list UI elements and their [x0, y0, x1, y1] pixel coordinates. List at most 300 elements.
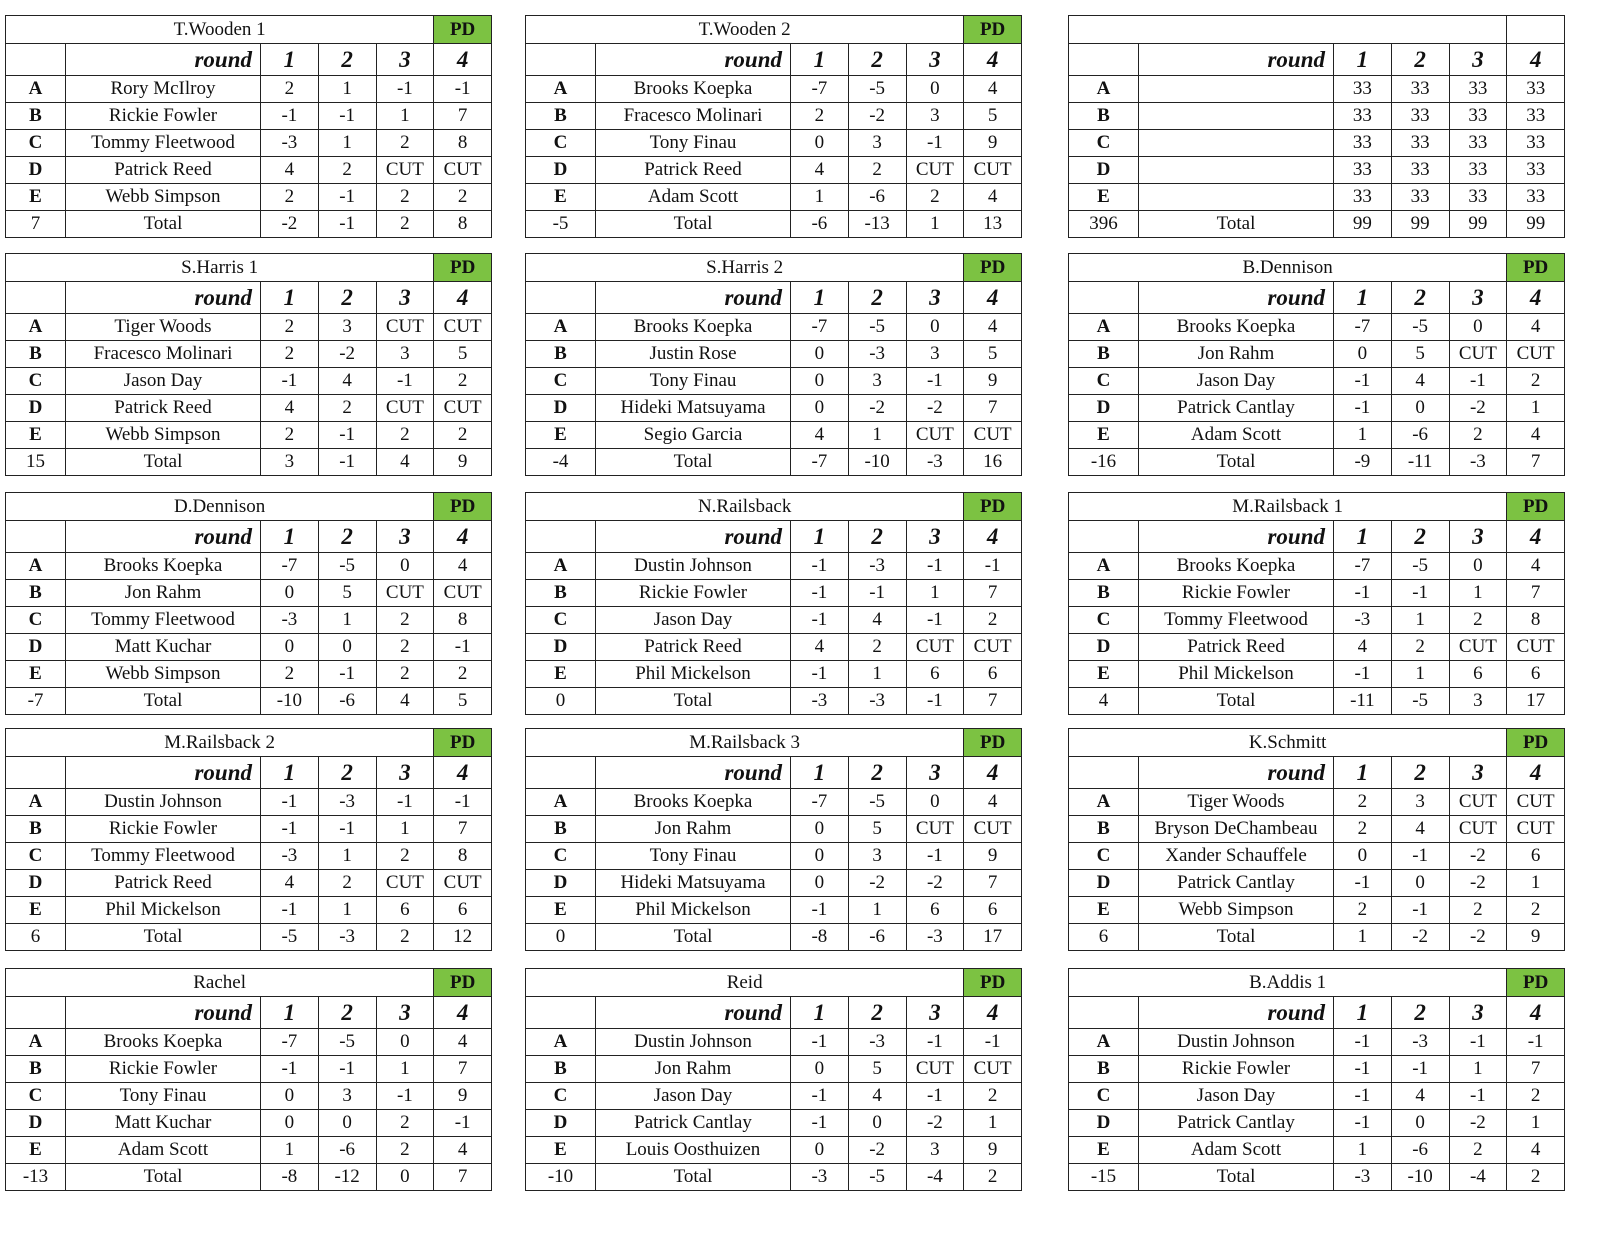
- grand-total: 0: [526, 688, 596, 715]
- player-row: [1069, 1083, 1565, 1110]
- total-row: [6, 924, 492, 951]
- round-score: 6: [1449, 661, 1507, 688]
- player-name: Patrick Reed: [596, 634, 791, 661]
- round-number-1: 1: [791, 44, 849, 76]
- round-score: -2: [1449, 843, 1507, 870]
- total-row: [6, 449, 492, 476]
- empty-cell: [526, 757, 596, 789]
- round-score: -3: [261, 607, 319, 634]
- title-row: [6, 729, 492, 757]
- round-score: -3: [1334, 607, 1392, 634]
- empty-cell: [526, 997, 596, 1029]
- round-score: 2: [376, 422, 434, 449]
- round-score: CUT: [376, 870, 434, 897]
- tier-letter: A: [526, 76, 596, 103]
- pool-scorecard: [525, 492, 1022, 715]
- tier-letter: D: [1069, 634, 1139, 661]
- round-score: -7: [1334, 314, 1392, 341]
- round-score: -1: [791, 897, 849, 924]
- tier-letter: D: [526, 395, 596, 422]
- round-score: -7: [261, 553, 319, 580]
- pool-scorecard: [525, 728, 1022, 951]
- player-row: [6, 634, 492, 661]
- round-number-1: 1: [791, 997, 849, 1029]
- total-row: [1069, 1164, 1565, 1191]
- empty-cell: [1069, 521, 1139, 553]
- round-score: CUT: [376, 157, 434, 184]
- player-row: [6, 184, 492, 211]
- round-total: -3: [318, 924, 376, 951]
- empty-cell: [6, 757, 66, 789]
- empty-cell: [6, 521, 66, 553]
- player-name: Jason Day: [66, 368, 261, 395]
- round-label: round: [66, 521, 261, 553]
- round-score: -3: [261, 843, 319, 870]
- player-name: Tiger Woods: [66, 314, 261, 341]
- round-score: 1: [261, 1137, 319, 1164]
- round-score: 0: [376, 1029, 434, 1056]
- pool-scorecard: [525, 15, 1022, 238]
- player-name: Phil Mickelson: [596, 897, 791, 924]
- round-score: -5: [1391, 314, 1449, 341]
- round-score: 1: [1449, 580, 1507, 607]
- round-score: 33: [1449, 103, 1507, 130]
- title-row: [1069, 16, 1565, 44]
- tier-letter: E: [6, 1137, 66, 1164]
- player-name: Matt Kuchar: [66, 634, 261, 661]
- round-score: -1: [791, 1029, 849, 1056]
- title-row: [526, 254, 1022, 282]
- round-score: 0: [261, 580, 319, 607]
- player-name: Tony Finau: [596, 843, 791, 870]
- round-total: 0: [376, 1164, 434, 1191]
- player-name: Webb Simpson: [1139, 897, 1334, 924]
- round-score: CUT: [1507, 634, 1565, 661]
- round-score: 5: [1391, 341, 1449, 368]
- round-score: -1: [964, 553, 1022, 580]
- total-label: Total: [66, 449, 261, 476]
- round-score: 0: [261, 1110, 319, 1137]
- round-score: 4: [261, 395, 319, 422]
- empty-cell: [6, 997, 66, 1029]
- round-score: CUT: [434, 157, 492, 184]
- round-score: CUT: [906, 157, 964, 184]
- round-score: -3: [848, 553, 906, 580]
- round-total: -5: [1391, 688, 1449, 715]
- round-score: 3: [906, 1137, 964, 1164]
- round-score: 2: [434, 661, 492, 688]
- tier-letter: C: [526, 1083, 596, 1110]
- player-name: Tommy Fleetwood: [66, 843, 261, 870]
- tier-letter: C: [1069, 607, 1139, 634]
- round-score: -2: [1449, 395, 1507, 422]
- total-label: Total: [66, 924, 261, 951]
- card-title: T.Wooden 2: [526, 16, 964, 44]
- tier-letter: E: [526, 897, 596, 924]
- round-score: -1: [434, 1110, 492, 1137]
- player-name: Jon Rahm: [596, 1056, 791, 1083]
- player-row: [6, 816, 492, 843]
- tier-letter: B: [1069, 103, 1139, 130]
- round-score: 5: [434, 341, 492, 368]
- title-row: [526, 969, 1022, 997]
- round-score: CUT: [964, 816, 1022, 843]
- round-total: -1: [318, 211, 376, 238]
- total-label: Total: [596, 211, 791, 238]
- round-score: 4: [848, 607, 906, 634]
- round-score: -1: [434, 76, 492, 103]
- pool-scorecard: [1068, 492, 1565, 715]
- round-score: 33: [1449, 184, 1507, 211]
- player-name: Phil Mickelson: [66, 897, 261, 924]
- round-score: 9: [964, 130, 1022, 157]
- player-name: Brooks Koepka: [596, 789, 791, 816]
- round-score: 6: [906, 661, 964, 688]
- total-row: [526, 211, 1022, 238]
- player-row: [6, 1083, 492, 1110]
- player-row: [526, 368, 1022, 395]
- round-score: 0: [906, 314, 964, 341]
- player-row: [526, 1137, 1022, 1164]
- total-row: [6, 211, 492, 238]
- player-name: Patrick Cantlay: [596, 1110, 791, 1137]
- tier-letter: B: [526, 580, 596, 607]
- grand-total: -4: [526, 449, 596, 476]
- round-score: -1: [318, 103, 376, 130]
- player-row: [1069, 395, 1565, 422]
- round-score: -1: [791, 1110, 849, 1137]
- round-score: 3: [848, 843, 906, 870]
- player-name: [1139, 103, 1334, 130]
- total-label: Total: [66, 211, 261, 238]
- round-number-1: 1: [261, 757, 319, 789]
- round-total: -1: [906, 688, 964, 715]
- round-score: -1: [261, 1056, 319, 1083]
- player-name: Patrick Reed: [66, 157, 261, 184]
- round-score: -7: [791, 314, 849, 341]
- round-score: 0: [1391, 870, 1449, 897]
- round-label: round: [1139, 521, 1334, 553]
- round-score: -6: [1391, 1137, 1449, 1164]
- round-number-1: 1: [261, 521, 319, 553]
- round-total: -10: [848, 449, 906, 476]
- round-score: -1: [1449, 1029, 1507, 1056]
- round-total: -2: [261, 211, 319, 238]
- tier-letter: E: [526, 661, 596, 688]
- round-score: 4: [261, 157, 319, 184]
- round-total: -11: [1391, 449, 1449, 476]
- round-score: 33: [1507, 103, 1565, 130]
- pool-scorecard: [5, 15, 492, 238]
- player-name: Justin Rose: [596, 341, 791, 368]
- round-score: 2: [261, 184, 319, 211]
- round-score: 1: [1449, 1056, 1507, 1083]
- round-score: 0: [906, 789, 964, 816]
- tier-letter: A: [6, 314, 66, 341]
- round-score: -3: [1391, 1029, 1449, 1056]
- round-score: 7: [434, 103, 492, 130]
- round-score: CUT: [1449, 634, 1507, 661]
- round-score: CUT: [376, 580, 434, 607]
- round-number-4: 4: [1507, 521, 1565, 553]
- round-score: 2: [791, 103, 849, 130]
- round-score: CUT: [1507, 341, 1565, 368]
- player-row: [1069, 870, 1565, 897]
- title-row: [526, 16, 1022, 44]
- round-score: -7: [791, 76, 849, 103]
- round-score: 0: [1391, 1110, 1449, 1137]
- round-total: 3: [1449, 688, 1507, 715]
- round-score: -1: [1334, 661, 1392, 688]
- round-score: -1: [1334, 395, 1392, 422]
- player-row: [6, 76, 492, 103]
- round-number-1: 1: [261, 282, 319, 314]
- player-name: Phil Mickelson: [596, 661, 791, 688]
- total-row: [6, 688, 492, 715]
- round-total: -8: [261, 1164, 319, 1191]
- round-score: -1: [906, 368, 964, 395]
- player-row: [1069, 341, 1565, 368]
- round-score: 3: [318, 1083, 376, 1110]
- round-score: -2: [848, 103, 906, 130]
- round-label: round: [1139, 44, 1334, 76]
- title-row: [526, 729, 1022, 757]
- round-score: -7: [261, 1029, 319, 1056]
- empty-cell: [6, 282, 66, 314]
- round-score: 0: [791, 816, 849, 843]
- round-score: 33: [1391, 184, 1449, 211]
- round-total: -11: [1334, 688, 1392, 715]
- player-name: [1139, 184, 1334, 211]
- round-label: round: [596, 282, 791, 314]
- round-score: 7: [964, 870, 1022, 897]
- pd-badge: PD: [964, 969, 1022, 997]
- round-label: round: [1139, 997, 1334, 1029]
- total-row: [526, 688, 1022, 715]
- round-score: 2: [1507, 1083, 1565, 1110]
- round-number-4: 4: [964, 282, 1022, 314]
- round-score: 33: [1449, 76, 1507, 103]
- round-number-4: 4: [434, 44, 492, 76]
- round-score: 2: [376, 1137, 434, 1164]
- empty-cell: [526, 521, 596, 553]
- round-score: 33: [1507, 130, 1565, 157]
- round-score: -1: [1334, 1083, 1392, 1110]
- player-name: Hideki Matsuyama: [596, 395, 791, 422]
- round-score: 3: [906, 341, 964, 368]
- player-row: [6, 1110, 492, 1137]
- player-name: Jon Rahm: [66, 580, 261, 607]
- round-score: CUT: [1507, 816, 1565, 843]
- round-score: 33: [1334, 130, 1392, 157]
- player-name: Rickie Fowler: [596, 580, 791, 607]
- title-row: [6, 493, 492, 521]
- round-number-1: 1: [1334, 44, 1392, 76]
- round-score: 2: [1391, 634, 1449, 661]
- round-score: 3: [848, 130, 906, 157]
- round-header-row: [1069, 521, 1565, 553]
- total-label: Total: [1139, 688, 1334, 715]
- round-header-row: [1069, 282, 1565, 314]
- round-score: 2: [261, 661, 319, 688]
- round-score: -1: [376, 76, 434, 103]
- player-row: [526, 157, 1022, 184]
- empty-cell: [1069, 44, 1139, 76]
- round-score: 1: [848, 661, 906, 688]
- round-total: -3: [848, 688, 906, 715]
- pd-badge: [1507, 16, 1565, 44]
- round-score: 33: [1507, 76, 1565, 103]
- round-score: -1: [906, 130, 964, 157]
- round-score: 33: [1391, 103, 1449, 130]
- round-header-row: [526, 521, 1022, 553]
- total-label: Total: [596, 688, 791, 715]
- round-score: 2: [376, 184, 434, 211]
- round-score: -1: [1334, 580, 1392, 607]
- round-score: -1: [1449, 1083, 1507, 1110]
- round-score: 2: [261, 76, 319, 103]
- player-row: [1069, 422, 1565, 449]
- round-score: 0: [1334, 843, 1392, 870]
- grand-total: 15: [6, 449, 66, 476]
- pool-scorecard: [5, 253, 492, 476]
- round-score: 2: [261, 422, 319, 449]
- player-name: Tiger Woods: [1139, 789, 1334, 816]
- round-score: -1: [318, 816, 376, 843]
- round-total: 5: [434, 688, 492, 715]
- round-score: 4: [434, 1029, 492, 1056]
- pd-badge: PD: [434, 16, 492, 44]
- round-score: 0: [791, 870, 849, 897]
- round-score: 0: [1334, 341, 1392, 368]
- total-row: [526, 924, 1022, 951]
- round-score: 3: [906, 103, 964, 130]
- player-row: [6, 1029, 492, 1056]
- player-name: Brooks Koepka: [596, 314, 791, 341]
- title-row: [1069, 254, 1565, 282]
- tier-letter: D: [526, 634, 596, 661]
- round-score: -1: [791, 607, 849, 634]
- grand-total: 4: [1069, 688, 1139, 715]
- round-label: round: [1139, 757, 1334, 789]
- round-score: 4: [964, 314, 1022, 341]
- player-name: Patrick Reed: [66, 870, 261, 897]
- round-score: 5: [848, 1056, 906, 1083]
- round-number-1: 1: [1334, 521, 1392, 553]
- tier-letter: C: [6, 368, 66, 395]
- player-row: [1069, 580, 1565, 607]
- round-score: 8: [434, 843, 492, 870]
- pd-badge: PD: [1507, 729, 1565, 757]
- total-label: Total: [1139, 1164, 1334, 1191]
- round-number-4: 4: [964, 757, 1022, 789]
- title-row: [6, 16, 492, 44]
- round-score: 2: [1507, 897, 1565, 924]
- round-score: -1: [261, 368, 319, 395]
- round-score: 0: [791, 1056, 849, 1083]
- round-label: round: [66, 757, 261, 789]
- tier-letter: E: [6, 422, 66, 449]
- total-row: [526, 449, 1022, 476]
- round-header-row: [6, 521, 492, 553]
- round-score: 6: [964, 661, 1022, 688]
- round-score: -3: [848, 1029, 906, 1056]
- card-title: T.Wooden 1: [6, 16, 434, 44]
- tier-letter: C: [6, 843, 66, 870]
- round-score: 1: [318, 76, 376, 103]
- round-score: -1: [1391, 897, 1449, 924]
- round-score: 2: [1334, 897, 1392, 924]
- player-name: Patrick Cantlay: [1139, 870, 1334, 897]
- round-number-3: 3: [376, 521, 434, 553]
- round-label: round: [66, 44, 261, 76]
- round-total: -3: [791, 1164, 849, 1191]
- player-name: Jason Day: [1139, 1083, 1334, 1110]
- player-name: Xander Schauffele: [1139, 843, 1334, 870]
- round-total: 7: [964, 688, 1022, 715]
- round-score: 4: [791, 157, 849, 184]
- tier-letter: D: [6, 634, 66, 661]
- player-name: Tommy Fleetwood: [66, 130, 261, 157]
- tier-letter: A: [1069, 553, 1139, 580]
- pool-scorecard: [5, 492, 492, 715]
- round-score: CUT: [1449, 341, 1507, 368]
- tier-letter: A: [6, 553, 66, 580]
- player-row: [526, 1029, 1022, 1056]
- round-score: -2: [848, 870, 906, 897]
- round-score: 1: [1391, 661, 1449, 688]
- player-row: [526, 870, 1022, 897]
- round-score: -2: [906, 1110, 964, 1137]
- round-total: -2: [1449, 924, 1507, 951]
- round-score: 2: [261, 314, 319, 341]
- tier-letter: C: [1069, 368, 1139, 395]
- tier-letter: C: [1069, 843, 1139, 870]
- round-number-4: 4: [1507, 757, 1565, 789]
- round-score: -1: [791, 1083, 849, 1110]
- round-number-4: 4: [964, 997, 1022, 1029]
- player-name: Dustin Johnson: [596, 553, 791, 580]
- pd-badge: PD: [964, 493, 1022, 521]
- player-row: [6, 661, 492, 688]
- player-row: [6, 422, 492, 449]
- round-number-1: 1: [1334, 757, 1392, 789]
- title-row: [6, 254, 492, 282]
- player-row: [1069, 76, 1565, 103]
- round-score: 7: [434, 1056, 492, 1083]
- card-title: N.Railsback: [526, 493, 964, 521]
- player-name: [1139, 157, 1334, 184]
- total-row: [1069, 924, 1565, 951]
- round-number-2: 2: [1391, 282, 1449, 314]
- player-name: Dustin Johnson: [1139, 1029, 1334, 1056]
- player-name: Phil Mickelson: [1139, 661, 1334, 688]
- empty-cell: [6, 44, 66, 76]
- round-score: -1: [906, 843, 964, 870]
- player-row: [526, 314, 1022, 341]
- card-title: Reid: [526, 969, 964, 997]
- round-score: 4: [964, 76, 1022, 103]
- empty-cell: [526, 44, 596, 76]
- round-number-3: 3: [376, 44, 434, 76]
- round-score: -1: [318, 184, 376, 211]
- tier-letter: B: [1069, 1056, 1139, 1083]
- player-row: [6, 103, 492, 130]
- round-score: 2: [376, 634, 434, 661]
- round-score: 0: [791, 130, 849, 157]
- round-score: 33: [1334, 103, 1392, 130]
- title-row: [6, 969, 492, 997]
